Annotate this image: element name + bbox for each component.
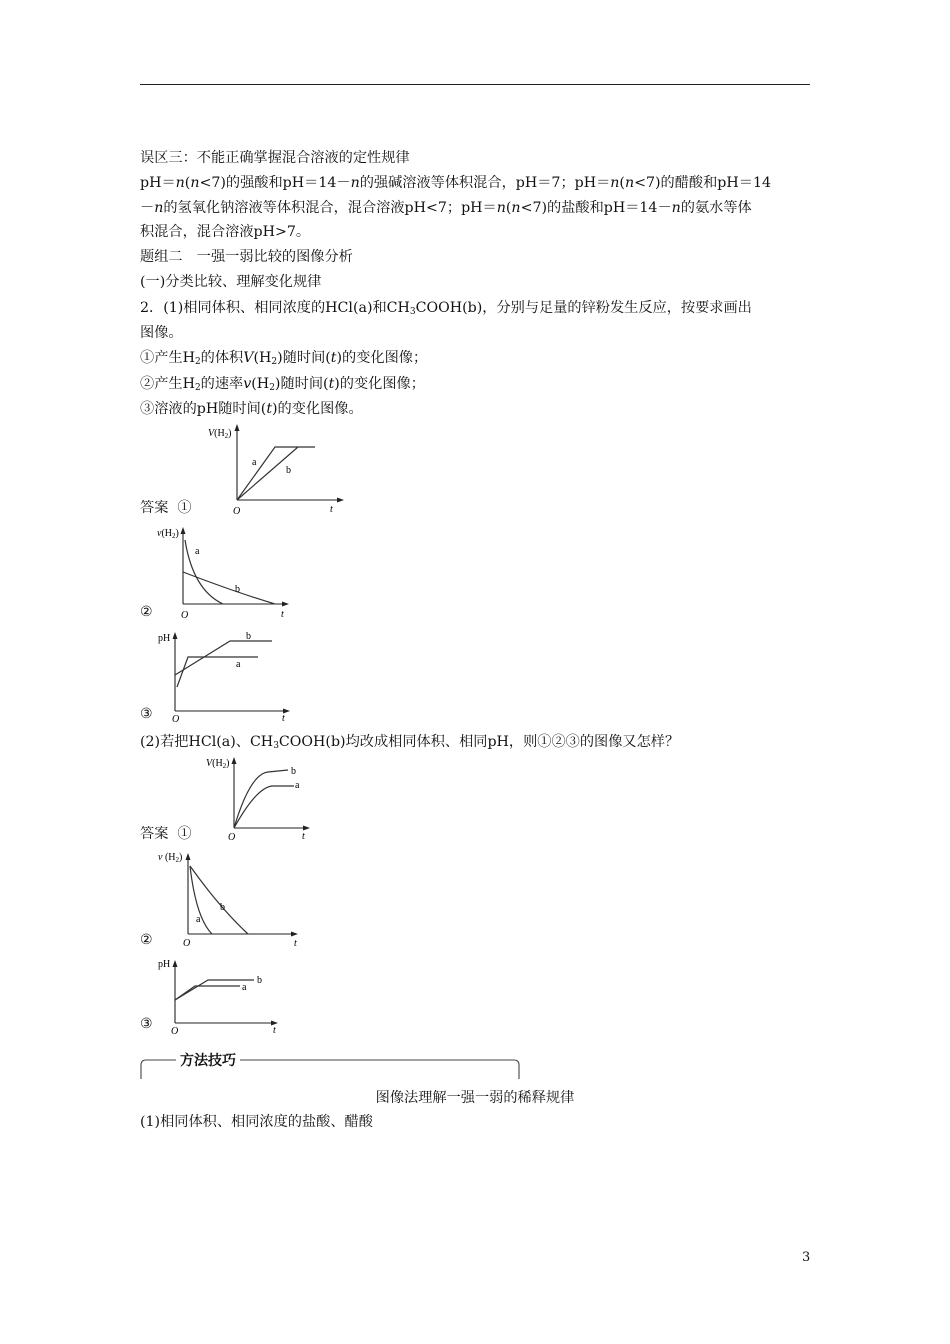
graph-rate-vs-time-1 xyxy=(145,522,300,622)
curve-label-b: b xyxy=(291,766,296,777)
curve-label-a: a xyxy=(196,914,201,925)
question-item: ①产生$H_2$的体积$V(H_2)$随时间(t)的变化图像； xyxy=(140,350,428,367)
question-text: 2．(1)相同体积、相同浓度的HCl(a)和$CH_3COOH(b)$，分别与足量的锌粉发生反应，按要求画出 xyxy=(140,300,752,317)
text-line: 积混合，混合溶液pH>7。 xyxy=(140,224,311,240)
question-text: (2)若把HCl(a)、$CH_3COOH(b)$均改成相同体积、相同pH，则①②③的图像又怎样？ xyxy=(140,734,680,751)
y-axis-arrow xyxy=(235,424,240,431)
curve-label-a: a xyxy=(236,659,241,670)
curve-label-a: a xyxy=(252,457,257,468)
question-item: ②产生$H_2$的速率$v(H_2)$随时间(t)的变化图像； xyxy=(140,376,425,393)
y-axis-label: $V(H_2)$ xyxy=(206,758,230,770)
curve-a xyxy=(177,657,258,687)
x-axis-label: t xyxy=(330,504,333,515)
y-axis-arrow xyxy=(173,632,178,639)
y-axis-label: $V(H_2)$ xyxy=(208,428,232,440)
subsection-heading: (一)分类比较、理解变化规律 xyxy=(140,274,322,290)
curve-label-b: b xyxy=(235,584,240,595)
misconception-heading: 误区三：不能正确掌握混合溶液的定性规律 xyxy=(140,150,410,166)
curve-b xyxy=(234,770,288,828)
curve-b xyxy=(175,641,272,675)
x-axis-arrow xyxy=(291,932,298,937)
text-line: (1)相同体积、相同浓度的盐酸、醋酸 xyxy=(140,1114,373,1130)
y-axis-arrow xyxy=(186,853,191,860)
curve-label-b: b xyxy=(220,902,225,913)
answer-marker: ② xyxy=(140,932,153,948)
origin-label: O xyxy=(228,832,236,843)
origin-label: O xyxy=(183,938,191,948)
text-line: pH＝n(n<7)的强酸和pH＝14－n的强碱溶液等体积混合，pH＝7；pH＝n(n<7)的醋酸和pH＝14 xyxy=(140,175,772,191)
question-text: 图像。 xyxy=(140,325,183,341)
origin-label: O xyxy=(233,506,241,517)
graph-rate-vs-time-2 xyxy=(150,848,310,948)
page-number: 3 xyxy=(802,1250,811,1265)
curve-label-a: a xyxy=(242,982,247,993)
answer-marker: ② xyxy=(140,604,153,620)
answer-label: 答案 ① xyxy=(140,500,192,516)
header-rule xyxy=(140,84,810,85)
text-line: －n的氢氧化钠溶液等体积混合，混合溶液pH<7；pH＝n(n<7)的盐酸和pH＝14－n的氨水等体 xyxy=(140,200,752,216)
y-axis-label: pH xyxy=(158,959,171,970)
curve-a xyxy=(190,866,212,934)
graph-ph-vs-time-2 xyxy=(150,953,290,1035)
origin-label: O xyxy=(171,1026,179,1035)
curve-label-b: b xyxy=(257,975,262,986)
graph-ph-vs-time-1 xyxy=(150,627,300,725)
group-heading: 题组二 一强一弱比较的图像分析 xyxy=(140,249,353,265)
center-title: 图像法理解一强一弱的稀释规律 xyxy=(375,1090,575,1106)
graph-volume-vs-time-1 xyxy=(200,420,350,520)
origin-label: O xyxy=(181,610,189,621)
origin-label: O xyxy=(172,714,180,725)
x-axis-arrow xyxy=(282,602,289,607)
x-axis-arrow xyxy=(303,826,310,831)
x-axis-label: t xyxy=(273,1025,276,1035)
graph-volume-vs-time-2 xyxy=(198,754,318,844)
curve-label-b: b xyxy=(286,465,291,476)
answer-marker: ③ xyxy=(140,706,153,722)
curve-label-a: a xyxy=(295,780,300,791)
y-axis-label: $v(H_2)$ xyxy=(157,528,179,540)
y-axis-label: v $(H_2)$ xyxy=(158,852,183,864)
curve-a xyxy=(237,447,315,500)
y-axis-arrow xyxy=(181,527,186,534)
y-axis-arrow xyxy=(232,757,237,764)
curve-b xyxy=(183,572,275,604)
x-axis-arrow xyxy=(337,498,344,503)
x-axis-label: t xyxy=(281,609,284,620)
answer-label: 答案 ① xyxy=(140,826,192,842)
curve-a xyxy=(185,540,223,604)
x-axis-label: t xyxy=(294,938,297,948)
y-axis-arrow xyxy=(173,960,178,967)
question-item: ③溶液的pH随时间(t)的变化图像。 xyxy=(140,401,363,417)
curve-label-b: b xyxy=(246,631,251,642)
method-box-title: 方法技巧 xyxy=(176,1050,240,1070)
curve-a xyxy=(234,786,294,828)
x-axis-label: t xyxy=(302,831,305,842)
curve-label-a: a xyxy=(195,546,200,557)
y-axis-label: pH xyxy=(158,633,171,644)
x-axis-label: t xyxy=(282,713,285,724)
answer-marker: ③ xyxy=(140,1016,153,1032)
curve-a xyxy=(175,986,240,1000)
